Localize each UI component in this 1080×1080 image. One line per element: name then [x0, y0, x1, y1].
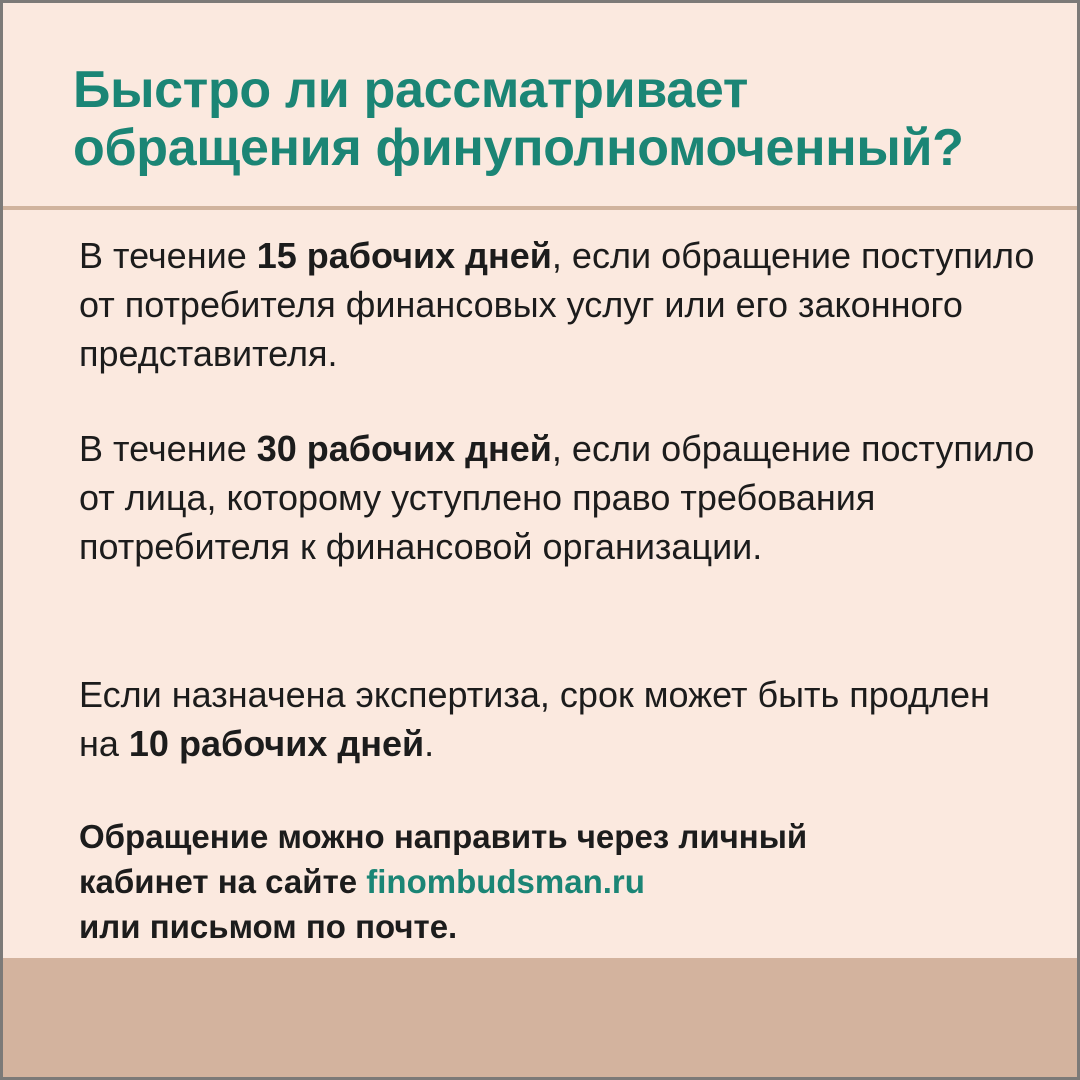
title-line-2: обращения финуполномоченный?: [73, 119, 964, 177]
paragraph-30-days: [79, 424, 1039, 571]
p2-prefix: В течение: [79, 428, 257, 469]
paragraph-how-to-apply: [79, 814, 807, 949]
p4-line2-prefix: кабинет на сайте: [79, 863, 367, 900]
p4-line3: или письмом по почте.: [79, 908, 458, 945]
website-link[interactable]: finombudsman.ru: [366, 863, 645, 900]
p1-suffix: , если обращение поступило от потребителя финансовых услуг или его законного представителя.: [79, 235, 1035, 374]
p2-bold: 30 рабочих дней: [256, 428, 552, 469]
p3-prefix: Если назначена экспертиза, срок может быть продлен на: [79, 674, 990, 764]
page-title: [73, 61, 964, 177]
header: [3, 3, 1077, 209]
p1-bold: 15 рабочих дней: [256, 235, 552, 276]
p3-bold: 10 рабочих дней: [128, 723, 425, 764]
paragraph-expertise: [79, 670, 1039, 768]
p3-suffix: .: [424, 723, 435, 764]
p2-suffix: , если обращение поступило от лица, которому уступлено право требования потребителя к финансовой организации.: [79, 428, 1035, 567]
paragraph-15-days: [79, 231, 1039, 378]
footer-band: [3, 958, 1077, 1080]
title-line-1: Быстро ли рассматривает: [73, 61, 749, 119]
p4-line1: Обращение можно направить через личный: [79, 818, 808, 855]
header-divider: [3, 206, 1077, 210]
p1-prefix: В течение: [79, 235, 257, 276]
